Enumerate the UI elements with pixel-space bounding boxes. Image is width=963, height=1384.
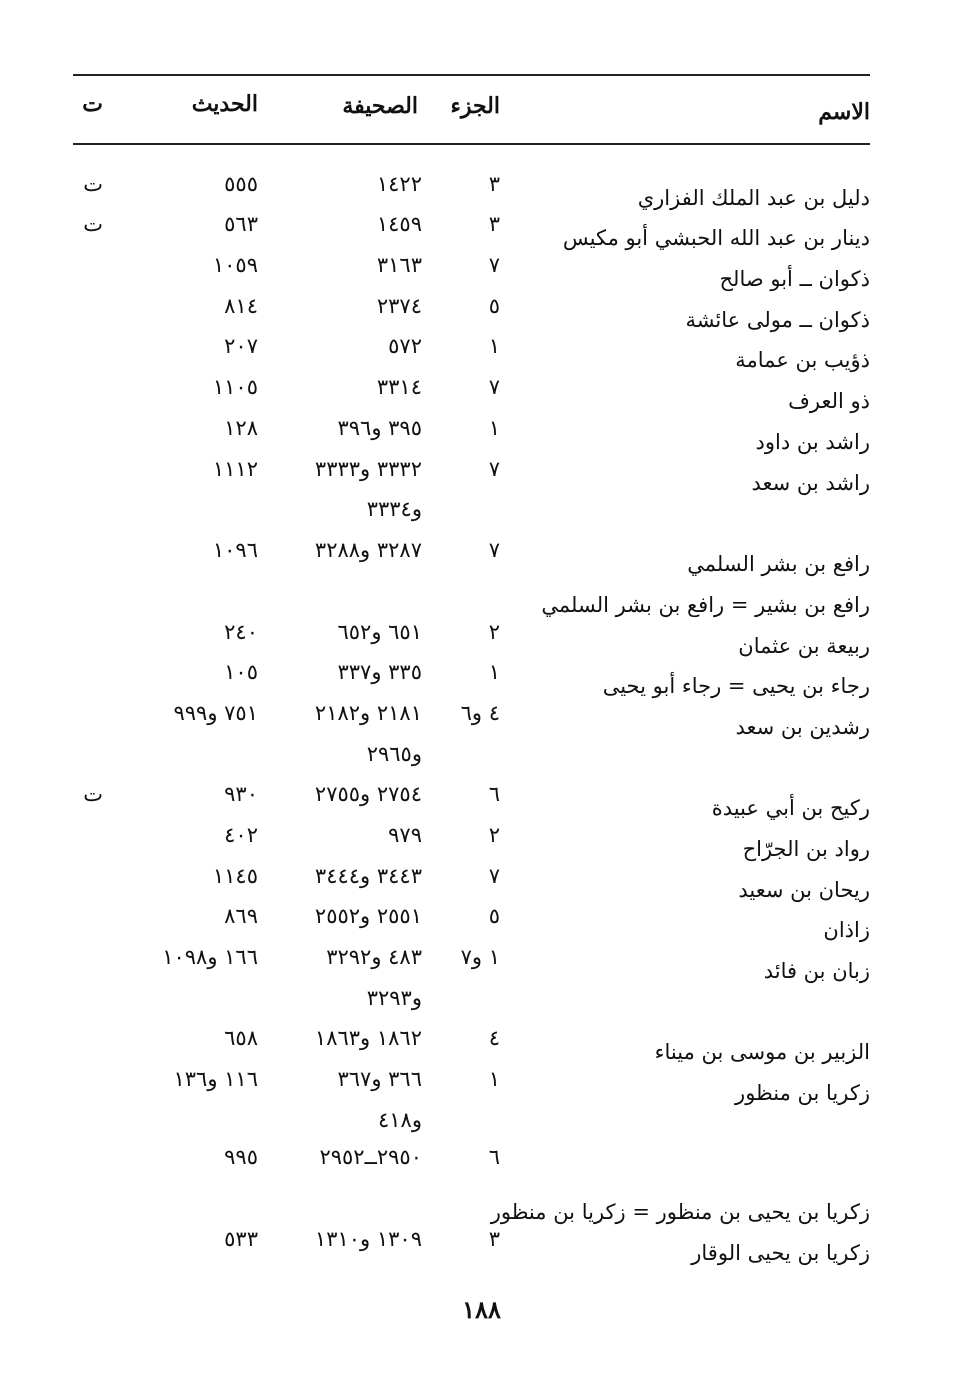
- row-name: راشد بن داود: [755, 430, 870, 454]
- row-t: ت: [83, 212, 103, 236]
- row-sahifa: ١٤٥٩: [376, 212, 422, 236]
- row-juz: ٣: [488, 1227, 500, 1251]
- row-juz: [440, 489, 500, 529]
- row-juz: ٧: [488, 375, 500, 399]
- row-hadith: ٦٥٨: [224, 1026, 258, 1050]
- row-name: دليل بن عبد الملك الفزاري: [637, 186, 870, 210]
- row-sahifa: و٣٣٣٤: [366, 497, 422, 521]
- row-sahifa: ٣١٦٣: [376, 253, 422, 277]
- row-sahifa: ٦٥١ و٦٥٢: [337, 620, 422, 644]
- row-name: رافع بن بشر السلمي: [687, 552, 870, 576]
- row-hadith: ٨١٤: [224, 294, 258, 318]
- row-sahifa: ٣٣١٤: [376, 375, 422, 399]
- row-hadith: ٢٠٧: [224, 334, 258, 358]
- row-name: رافع بن بشير = رافع بن بشر السلمي: [541, 593, 870, 617]
- row-juz: ١: [488, 334, 500, 358]
- row-name: ذكوان ــ أبو صالح: [719, 267, 870, 291]
- row-hadith: ١٠٥: [224, 660, 258, 684]
- row-hadith: ١٢٨: [224, 416, 258, 440]
- row-juz: [440, 1100, 500, 1140]
- row-sahifa: ٣٩٥ و٣٩٦: [337, 416, 422, 440]
- row-t: [63, 612, 103, 652]
- row-t: [63, 1219, 103, 1259]
- row-t: [63, 734, 103, 774]
- row-hadith: ١٠٩٦: [212, 538, 258, 562]
- row-name: زاذان: [823, 918, 870, 942]
- row-hadith: ١٠٥٩: [212, 253, 258, 277]
- row-juz: ٣: [488, 172, 500, 196]
- row-name: زكريا بن منظور: [735, 1081, 870, 1105]
- row-sahifa: ٣٣٥ و٣٣٧: [337, 660, 422, 684]
- row-name: ريحان بن سعيد: [738, 878, 870, 902]
- row-name: زكريا بن يحيى الوقار: [691, 1241, 870, 1265]
- row-hadith: ٤٠٢: [224, 823, 258, 847]
- row-hadith: ١١١٢: [212, 457, 258, 481]
- row-sahifa: ١٣٠٩ و١٣١٠: [314, 1227, 422, 1251]
- row-t: [63, 408, 103, 448]
- row-juz: [440, 1178, 500, 1218]
- row-juz: ٢: [488, 823, 500, 847]
- row-name: زكريا بن يحيى بن منظور = زكريا بن منظور: [490, 1200, 870, 1224]
- row-name: ذكوان ــ مولى عائشة: [685, 308, 870, 332]
- row-name: الزبير بن موسى بن ميناء: [654, 1040, 870, 1064]
- row-t: ت: [83, 172, 103, 196]
- row-juz: [440, 571, 500, 611]
- row-juz: ١: [488, 660, 500, 684]
- row-t: [63, 489, 103, 529]
- row-name: زبان بن فائد: [763, 959, 870, 983]
- row-sahifa: ٢٣٧٤: [376, 294, 422, 318]
- row-sahifa: ٣٦٦ و٣٦٧: [337, 1067, 422, 1091]
- row-hadith: ١٦٦ و١٠٩٨: [162, 945, 258, 969]
- row-hadith: ٩٩٥: [224, 1145, 258, 1169]
- row-sahifa: ١٨٦٢ و١٨٦٣: [314, 1026, 422, 1050]
- row-sahifa: ١٤٢٢: [376, 172, 422, 196]
- row-juz: ٤: [488, 1026, 500, 1050]
- row-name: راشد بن سعد: [751, 471, 870, 495]
- row-hadith: ١١٤٥: [212, 864, 258, 888]
- row-sahifa: ٤٨٣ و٣٢٩٢: [326, 945, 422, 969]
- row-juz: ٣: [488, 212, 500, 236]
- row-t: [63, 1137, 103, 1177]
- row-hadith: ٥٥٥: [224, 172, 258, 196]
- row-juz: ٧: [488, 457, 500, 481]
- row-juz: ٧: [488, 253, 500, 277]
- row-hadith: ٢٤٠: [224, 620, 258, 644]
- row-name: رواد بن الجرّاح: [742, 837, 870, 861]
- row-sahifa: ٣٢٨٧ و٣٢٨٨: [314, 538, 422, 562]
- row-t: [63, 245, 103, 285]
- row-juz: ٦: [488, 782, 500, 806]
- row-t: [63, 326, 103, 366]
- header-t: ت: [82, 91, 103, 117]
- top-rule: [73, 74, 870, 76]
- row-sahifa: ٢٩٥٠ــ٢٩٥٢: [319, 1145, 422, 1169]
- row-t: [63, 530, 103, 570]
- row-juz: ٦: [488, 1145, 500, 1169]
- row-name: ذو العرف: [788, 389, 870, 413]
- row-t: ت: [83, 782, 103, 806]
- row-t: [63, 1178, 103, 1218]
- row-t: [63, 1059, 103, 1099]
- row-juz: ١: [488, 416, 500, 440]
- row-t: [63, 449, 103, 489]
- row-sahifa: ٣٤٤٣ و٣٤٤٤: [314, 864, 422, 888]
- header-rule: [73, 143, 870, 145]
- row-t: [63, 286, 103, 326]
- row-juz: [440, 978, 500, 1018]
- row-sahifa: ٩٧٩: [388, 823, 422, 847]
- row-t: [63, 1100, 103, 1140]
- row-t: [63, 367, 103, 407]
- row-name: ربيعة بن عثمان: [738, 634, 870, 658]
- row-hadith: ٩٣٠: [224, 782, 258, 806]
- row-hadith: ٥٦٣: [224, 212, 258, 236]
- row-t: [63, 937, 103, 977]
- header-hadith: الحديث: [191, 91, 258, 117]
- row-name: ركيح بن أبي عبيدة: [711, 796, 870, 820]
- row-t: [63, 693, 103, 733]
- row-juz: ٧: [488, 538, 500, 562]
- header-name: الاسم: [818, 99, 870, 125]
- row-name: رشدين بن سعد: [735, 715, 870, 739]
- row-sahifa: ٢١٨١ و٢١٨٢: [314, 701, 422, 725]
- row-sahifa: ٢٥٥١ و٢٥٥٢: [314, 904, 422, 928]
- row-juz: ٥: [488, 294, 500, 318]
- row-sahifa: ٢٧٥٤ و٢٧٥٥: [314, 782, 422, 806]
- row-t: [63, 815, 103, 855]
- page-number: ١٨٨: [462, 1295, 501, 1324]
- header-sahifa: الصحيفة: [342, 93, 418, 119]
- header-juz: الجزء: [450, 93, 500, 119]
- row-hadith: ٥٣٣: [224, 1227, 258, 1251]
- row-juz: ١: [488, 1067, 500, 1091]
- row-sahifa: و٤١٨: [378, 1108, 422, 1132]
- row-juz: ٧: [488, 864, 500, 888]
- row-juz: ٢: [488, 620, 500, 644]
- row-sahifa: ٥٧٢: [388, 334, 422, 358]
- row-t: [63, 896, 103, 936]
- row-t: [63, 571, 103, 611]
- row-hadith: ٧٥١ و٩٩٩: [173, 701, 258, 725]
- row-t: [63, 978, 103, 1018]
- row-hadith: ١١٠٥: [212, 375, 258, 399]
- row-juz: ٤ و٦: [460, 701, 500, 725]
- row-t: [63, 1018, 103, 1058]
- row-name: ذؤيب بن عمامة: [735, 348, 870, 372]
- row-sahifa: ٣٣٣٢ و٣٣٣٣: [314, 457, 422, 481]
- row-juz: [440, 734, 500, 774]
- row-name: رجاء بن يحيى = رجاء أبو يحيى: [602, 674, 870, 698]
- row-name: دينار بن عبد الله الحبشي أبو مكيس: [562, 226, 870, 250]
- row-juz: ١ و٧: [460, 945, 500, 969]
- row-sahifa: و٢٩٦٥: [366, 742, 422, 766]
- row-sahifa: و٣٢٩٣: [366, 986, 422, 1010]
- row-hadith: ٨٦٩: [224, 904, 258, 928]
- row-hadith: ١١٦ و١٣٦: [173, 1067, 258, 1091]
- row-juz: ٥: [488, 904, 500, 928]
- row-t: [63, 856, 103, 896]
- row-t: [63, 652, 103, 692]
